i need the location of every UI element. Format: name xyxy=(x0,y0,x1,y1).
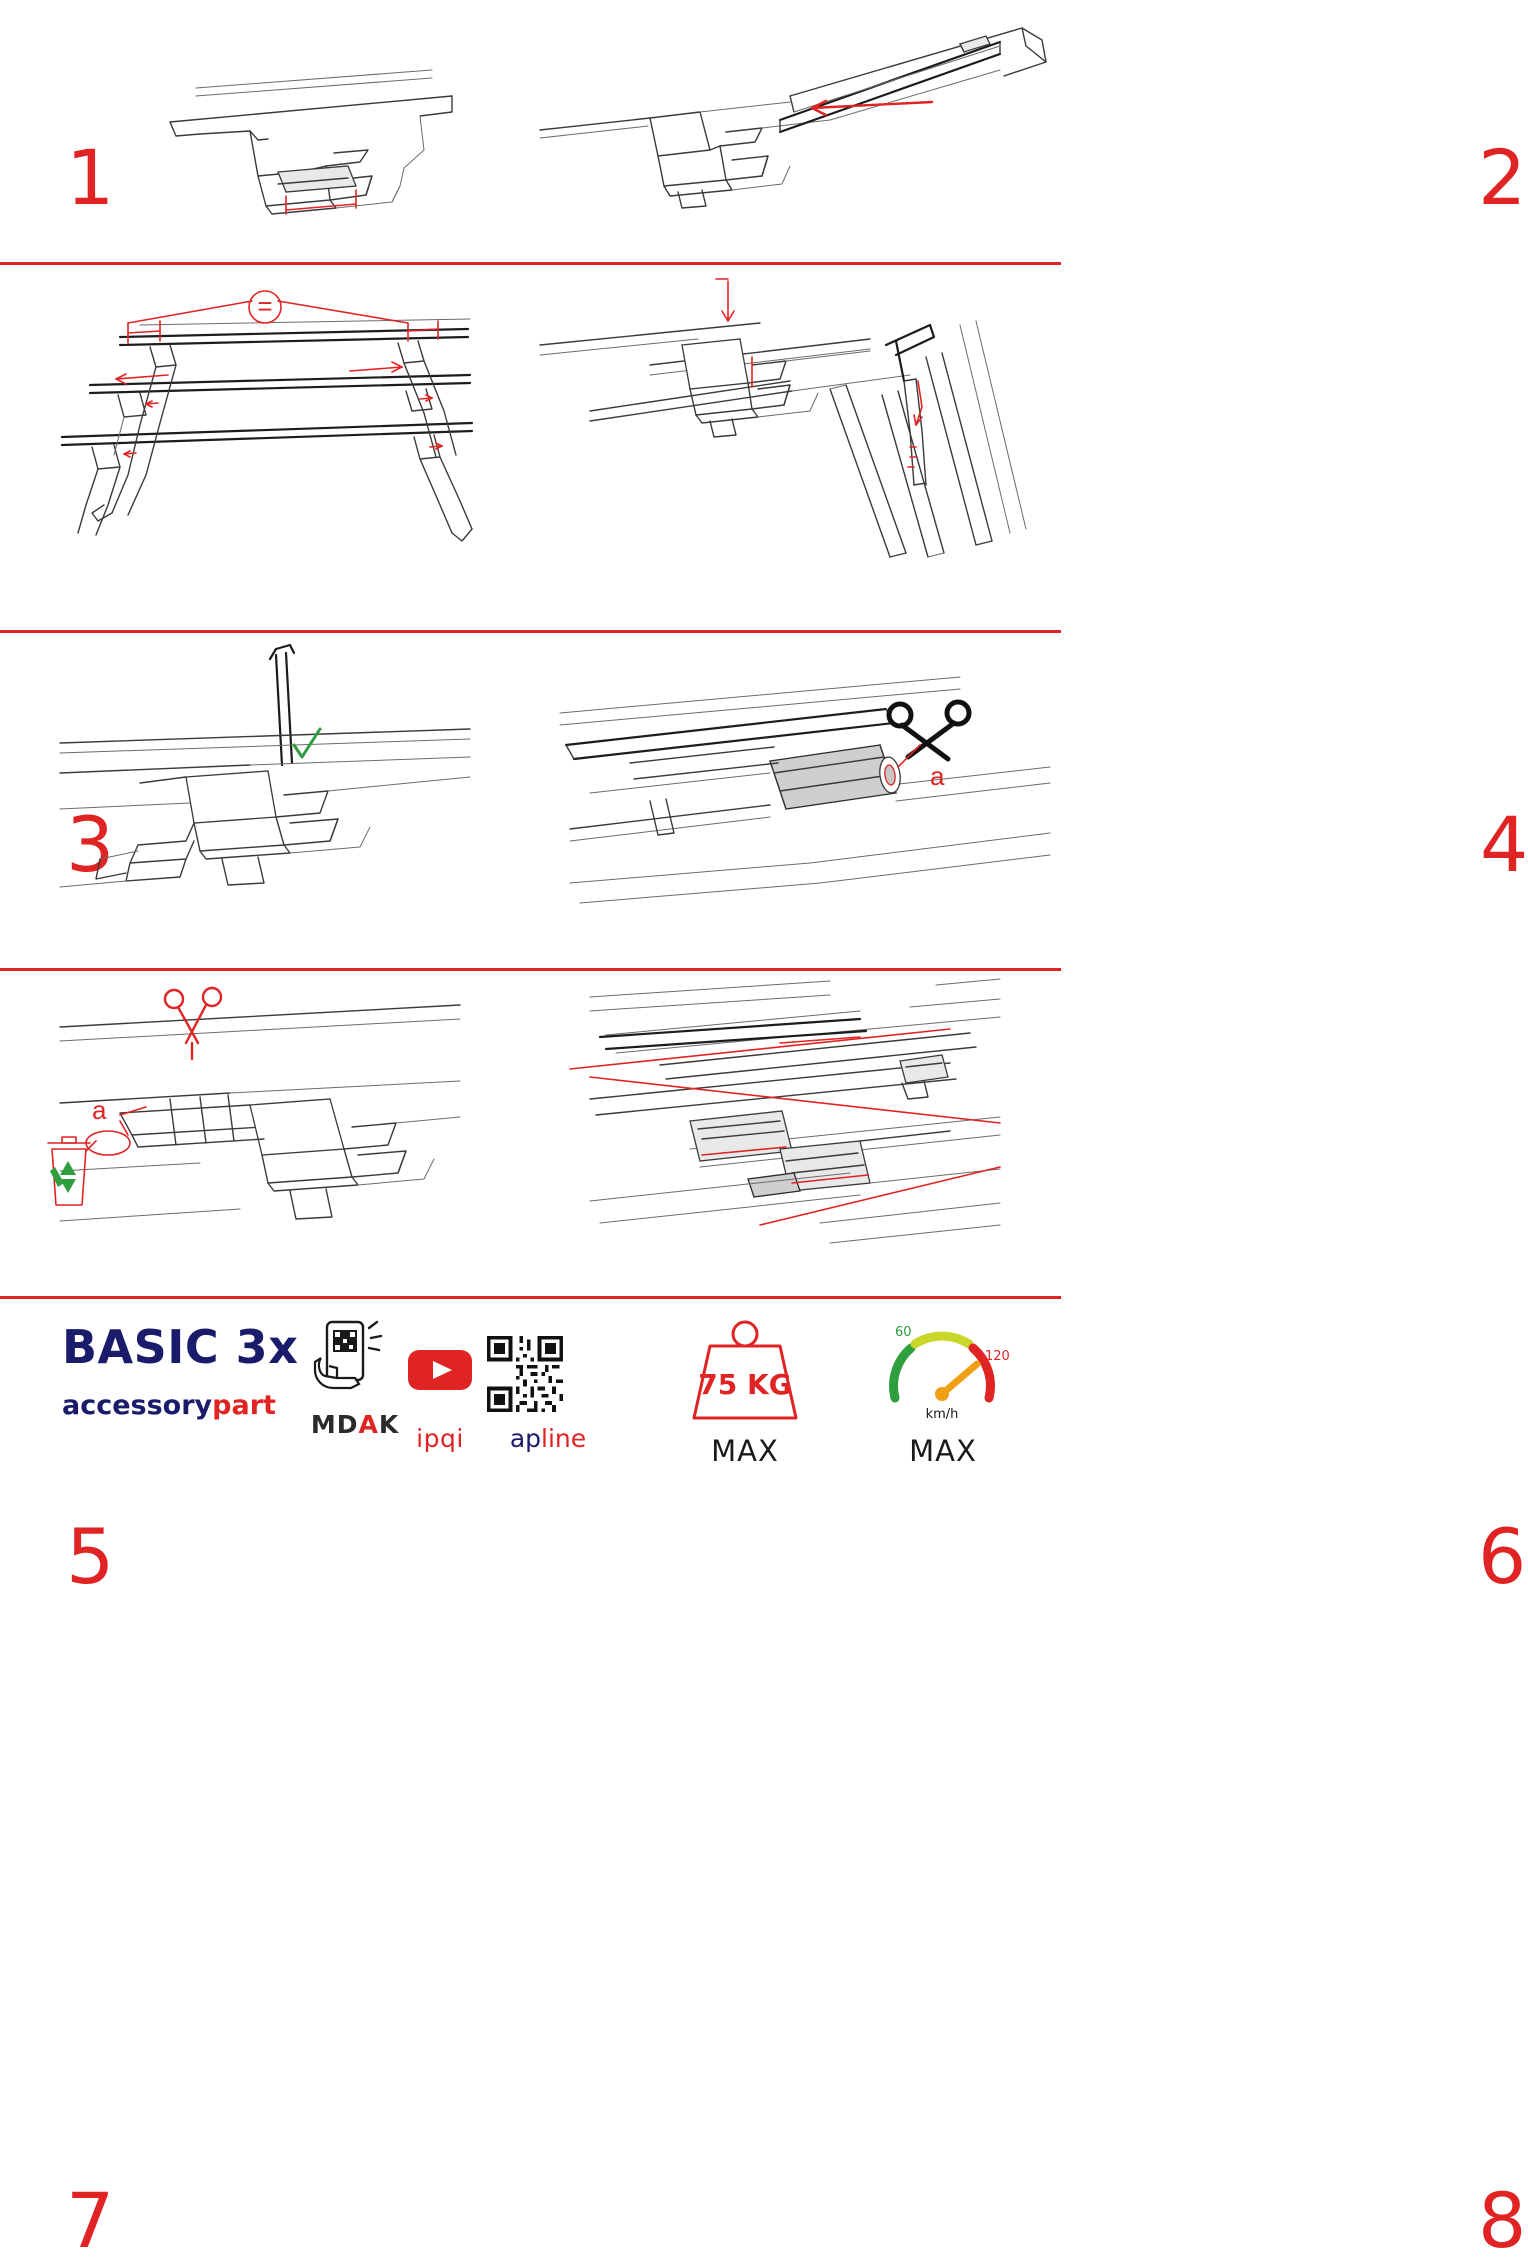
step-2-illustration xyxy=(530,0,1061,262)
divider-rule-4 xyxy=(0,1296,1061,1299)
step-3-roof-bars xyxy=(62,319,472,541)
step-number-1: 1 xyxy=(66,133,115,222)
step-6-illustration xyxy=(530,633,1061,968)
max-load-label: MAX xyxy=(711,1434,779,1468)
speedometer-icon xyxy=(873,1312,1013,1428)
step-5-check-mark xyxy=(294,729,320,757)
max-load-block xyxy=(660,1312,830,1468)
weight-icon xyxy=(680,1312,810,1428)
gauge-max-label: 120 xyxy=(985,1349,1010,1364)
step-number-2: 2 xyxy=(1478,133,1527,222)
step-5-allen-key xyxy=(270,645,294,765)
logo-caption-ipqi: ipqi xyxy=(416,1424,464,1453)
step-1-red-markers xyxy=(286,190,356,214)
panel-step-4 xyxy=(530,265,1528,889)
logo-ipqi[interactable] xyxy=(390,1416,490,1451)
step-number-8: 8 xyxy=(1478,2176,1527,2265)
phone-scan-icon xyxy=(307,1318,403,1402)
gauge-min-label: 60 xyxy=(895,1325,912,1340)
logo-caption-apline xyxy=(478,1426,618,1451)
panel-step-2 xyxy=(530,0,1527,262)
step-number-5: 5 xyxy=(66,1512,115,1601)
logo-qr-code[interactable] xyxy=(485,1336,565,1412)
step-1-illustration xyxy=(0,0,530,262)
logo-apline[interactable] xyxy=(478,1416,618,1451)
brand-subtitle xyxy=(62,1392,302,1419)
mdak-caption-accent: A xyxy=(358,1410,379,1439)
youtube-icon xyxy=(406,1346,474,1394)
weight-value: 75 KG xyxy=(698,1368,792,1401)
step-number-7: 7 xyxy=(66,2176,115,2265)
callout-label-a: a xyxy=(930,761,945,791)
logo-youtube[interactable] xyxy=(400,1346,480,1394)
step-2-crossbar xyxy=(780,28,1046,132)
step-4-illustration xyxy=(530,265,1061,630)
speed-unit-label: km/h xyxy=(925,1407,959,1422)
step-3-illustration xyxy=(0,265,530,630)
step-7-illustration xyxy=(0,971,530,1296)
brand-title-main: BASIC 3 xyxy=(62,1320,269,1374)
mdak-caption-end: K xyxy=(378,1410,400,1439)
step-8-illustration xyxy=(530,971,1061,1296)
step-number-6: 6 xyxy=(1478,1512,1527,1601)
recycle-bin-icon xyxy=(48,1137,90,1205)
max-speed-block xyxy=(858,1312,1028,1468)
brand-title-suffix: x xyxy=(268,1320,299,1374)
step-number-3: 3 xyxy=(66,800,115,889)
max-speed-label: MAX xyxy=(909,1434,977,1468)
callout-label-a-step7: a xyxy=(92,1095,107,1125)
brand-title xyxy=(62,1320,302,1374)
scissors-icon-step-6 xyxy=(889,702,969,759)
panel-step-1 xyxy=(0,0,530,262)
footer xyxy=(0,1300,1061,1500)
step-4-allen-key-detail xyxy=(830,321,1026,557)
equal-symbol: = xyxy=(257,291,273,321)
apline-caption-a: ap xyxy=(509,1424,542,1453)
apline-caption-b: line xyxy=(541,1424,587,1453)
mdak-caption-main: MD xyxy=(310,1410,359,1439)
step-4-red-rotation-arrow xyxy=(908,381,922,467)
step-number-4: 4 xyxy=(1480,800,1528,889)
step-5-illustration xyxy=(0,633,530,968)
brand-sub-second: part xyxy=(212,1390,276,1421)
scissors-icon-step-7 xyxy=(165,988,221,1059)
panel-step-3 xyxy=(0,265,530,889)
qr-code-icon xyxy=(487,1336,563,1412)
brand-block xyxy=(62,1320,302,1421)
brand-sub-first: accessory xyxy=(62,1390,213,1421)
